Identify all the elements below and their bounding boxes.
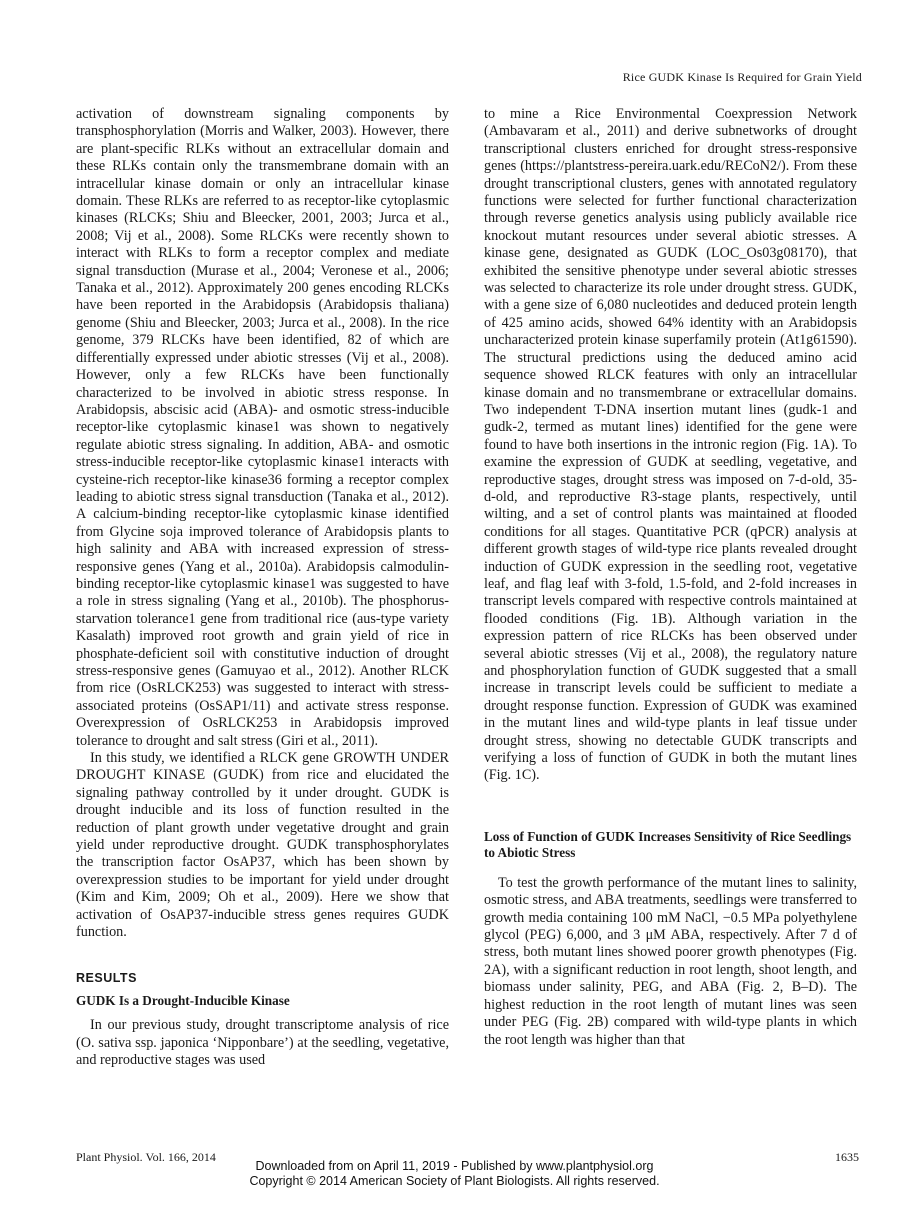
- page-number: 1635: [835, 1150, 859, 1164]
- download-notice: Downloaded from on April 11, 2019 - Published by www.plantphysiol.org: [255, 1159, 654, 1173]
- paragraph: In our previous study, drought transcriptome analysis of rice (O. sativa ssp. japonica ‘Nipponbare’) at the seedling, vegetative, and reproductive stages was used: [76, 1017, 449, 1069]
- left-column: [76, 106, 449, 1070]
- paragraph: In this study, we identified a RLCK gene GROWTH UNDER DROUGHT KINASE (GUDK) from rice and elucidated the signaling pathway controlled by it under drought. GUDK is drought inducible and its loss of function resulted in the reduction of plant growth under vegetative drought and grain yield under reproductive drought. GUDK transphosphorylates the transcription factor OsAP37, which has been shown by overexpression studies to be important for yield under drought (Kim and Kim, 2009; Oh et al., 2009). Here we show that activation of OsAP37-inducible stress genes requires GUDK function.: [76, 750, 449, 941]
- subsection-heading: GUDK Is a Drought-Inducible Kinase: [76, 992, 290, 1008]
- subsection-heading: Loss of Function of GUDK Increases Sensitivity of Rice Seedlings to Abiotic Stress: [484, 828, 852, 860]
- running-title: Rice GUDK Kinase Is Required for Grain Yield: [622, 70, 862, 84]
- right-column: [484, 106, 857, 1049]
- journal-citation: Plant Physiol. Vol. 166, 2014: [76, 1150, 216, 1164]
- paragraph: to mine a Rice Environmental Coexpression Network (Ambavaram et al., 2011) and derive subnetworks of drought transcriptional clusters enriched for drought stress-responsive genes (https://plantstress-pereira.uark.edu/RECoN2/). From these drought transcriptional clusters, genes with annotated regulatory functions were selected for further functional characterization through reverse genetics analysis using publicly available rice knockout mutant resources under several abiotic stresses. A kinase gene, designated as GUDK (LOC_Os03g08170), that exhibited the sensitive phenotype under several abiotic stresses was selected to characterize its role under drought stress. GUDK, with a gene size of 6,080 nucleotides and deduced protein length of 425 amino acids, showed 64% identity with an Arabidopsis uncharacterized protein kinase superfamily protein (At1g61590). The structural predictions using the deduced amino acid sequence showed RLCK features with only an intracellular kinase domain and no transmembrane or extracellular domains. Two independent T-DNA insertion mutant lines (gudk-1 and gudk-2, termed as mutant lines) identified for the gene were found to have both insertions in the intronic region (Fig. 1A). To examine the expression of GUDK at seedling, vegetative, and reproductive stages, drought stress was imposed on 7-d-old, 35-d-old, and reproductive R3-stage plants, respectively, until wilting, and a set of control plants was maintained at flooded conditions for all stages. Quantitative PCR (qPCR) analysis at different growth stages of wild-type rice plants revealed drought induction of GUDK expression in the seedling root, vegetative leaf, and flag leaf with 3-fold, 1.5-fold, and 2-fold increases in transcript levels compared with respective controls maintained at flooded conditions (Fig. 1B). Although variation in the expression pattern of rice RLCKs has been observed under several abiotic stresses (Vij et al., 2008), the regulatory nature and phosphorylation function of GUDK suggested that a small increase in transcript levels could be sufficient to mediate a drought response function. Expression of GUDK was examined in the mutant lines and wild-type plants in leaf tissue under drought stress, showing no detectable GUDK transcripts and verifying a loss of function of GUDK in both the mutant lines (Fig. 1C).: [484, 106, 857, 784]
- paragraph: activation of downstream signaling components by transphosphorylation (Morris and Walker, 2003). However, there are plant-specific RLKs without an extracellular domain and these RLKs contain only the transmembrane domain with an intracellular kinase domain or only an intracellular kinase domain. These RLKs are referred to as receptor-like cytoplasmic kinases (RLCKs; Shiu and Bleecker, 2001, 2003; Jurca et al., 2008; Vij et al., 2008). Some RLCKs were recently shown to interact with RLKs to form a receptor complex and mediate signal transduction (Murase et al., 2004; Veronese et al., 2006; Tanaka et al., 2012). Approximately 200 genes encoding RLCKs have been reported in the Arabidopsis (Arabidopsis thaliana) genome (Shiu and Bleecker, 2003; Jurca et al., 2008). In the rice genome, 379 RLCKs have been identified, 82 of which are differentially expressed under abiotic stresses (Vij et al., 2008). However, only a few RLCKs have been functionally characterized to be involved in abiotic stress response. In Arabidopsis, abscisic acid (ABA)- and osmotic stress-inducible receptor-like cytoplasmic kinase1 was shown to negatively regulate abiotic stress signaling. In addition, ABA- and osmotic stress-inducible receptor-like cytoplasmic kinase1 interacts with cysteine-rich receptor-like kinase36 forming a receptor complex leading to abiotic stress signal transduction (Tanaka et al., 2012). A calcium-binding receptor-like cytoplasmic kinase identified from Glycine soja improved tolerance of Arabidopsis plants to high salinity and ABA with increased expression of stress-responsive genes (Yang et al., 2010a). Arabidopsis calmodulin-binding receptor-like cytoplasmic kinase1 was suggested to have a role in stress signaling (Yang et al., 2010b). The phosphorus-starvation tolerance1 gene from traditional rice (aus-type variety Kasalath) improved root growth and grain yield of rice in phosphate-deficient soil with constitutive induction of drought stress-responsive genes (Gamuyao et al., 2012). Another RLCK from rice (OsRLCK253) was suggested to interact with stress-associated proteins (OsSAP1/11) and activate stress response. Overexpression of OsRLCK253 in Arabidopsis improved tolerance to drought and salt stress (Giri et al., 2011).: [76, 106, 449, 749]
- section-heading: RESULTS: [76, 970, 137, 985]
- copyright-notice: Copyright © 2014 American Society of Plant Biologists. All rights reserved.: [249, 1174, 660, 1188]
- paragraph: To test the growth performance of the mutant lines to salinity, osmotic stress, and ABA treatments, seedlings were transferred to growth media containing 100 mM NaCl, −0.5 MPa polyethylene glycol (PEG) 6,000, and 3 μM ABA, respectively. After 7 d of stress, both mutant lines showed poorer growth phenotypes (Fig. 2A), with a significant reduction in root length, shoot length, and biomass under salinity, PEG, and ABA (Fig. 2, B–D). The highest reduction in the root length of mutant lines was seen under PEG (Fig. 2B) compared with wild-type plants in which the root length was higher than that: [484, 874, 857, 1048]
